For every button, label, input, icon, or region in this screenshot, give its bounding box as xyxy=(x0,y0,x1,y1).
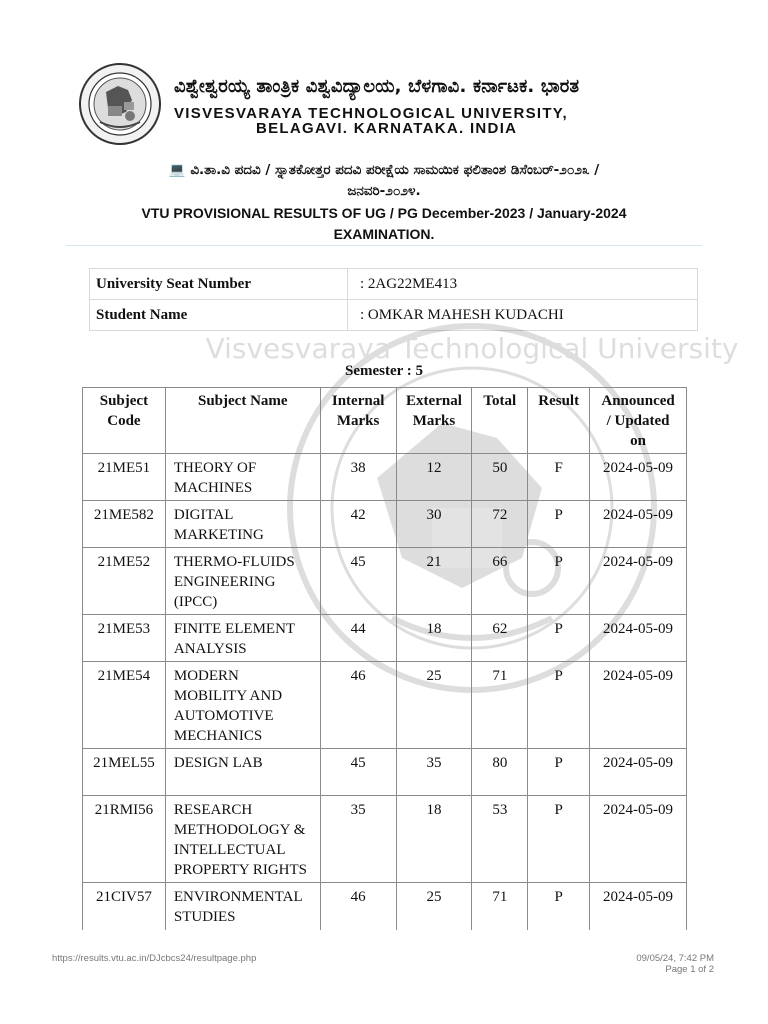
total-marks: 71 xyxy=(472,883,528,930)
external-marks: 12 xyxy=(396,454,472,501)
total-marks: 50 xyxy=(472,454,528,501)
external-marks: 18 xyxy=(396,615,472,662)
divider xyxy=(66,245,702,246)
table-row xyxy=(83,615,687,662)
announced-date: 2024-05-09 xyxy=(590,796,687,883)
university-title-kannada: ವಿಶ್ವೇಶ್ವರಯ್ಯ ತಾಂತ್ರಿಕ ವಿಶ್ವವಿದ್ಯಾಲಯ, ಬೆಳಗಾವಿ. ಕರ್ನಾಟಕ. ಭಾರತ xyxy=(174,76,580,97)
external-marks: 35 xyxy=(396,749,472,796)
external-marks: 18 xyxy=(396,796,472,883)
header-internal-marks-line-1: Internal xyxy=(331,393,385,409)
results-table xyxy=(82,387,687,930)
subject-code: 21ME582 xyxy=(83,501,166,548)
internal-marks: 45 xyxy=(320,548,396,615)
subject-name: RESEARCH METHODOLOGY & INTELLECTUAL PROPERTY RIGHTS xyxy=(165,796,320,883)
results-header-row xyxy=(83,388,687,454)
internal-marks: 35 xyxy=(320,796,396,883)
header-subject-code-line-2: Code xyxy=(107,413,141,429)
subject-name: FINITE ELEMENT ANALYSIS xyxy=(165,615,320,662)
university-title-line-2: BELAGAVI. KARNATAKA. INDIA xyxy=(256,120,518,137)
exam-title-english-line-1: VTU PROVISIONAL RESULTS OF UG / PG December-2023 / January-2024 xyxy=(141,205,627,221)
header-external-marks-line-2: Marks xyxy=(412,413,456,429)
header-subject-code-line-1: Subject xyxy=(99,393,149,409)
internal-marks: 46 xyxy=(320,883,396,930)
internal-marks: 42 xyxy=(320,501,396,548)
result: P xyxy=(528,548,590,615)
usn-row xyxy=(90,269,698,300)
announced-date: 2024-05-09 xyxy=(590,454,687,501)
footer-datetime: 09/05/24, 7:42 PM xyxy=(636,953,714,964)
result: P xyxy=(528,796,590,883)
exam-title-kannada-line-1: 💻 ವಿ.ತಾ.ವಿ ಪದವಿ / ಸ್ನಾತಕೋತ್ತರ ಪದವಿ ಪರೀಕ್ಷೆಯ ಸಾಮಯಿಕ ಫಲಿತಾಂಶ ಡಿಸೆಂಬರ್-೨೦೨೩ / xyxy=(168,162,600,178)
usn-value: : 2AG22ME413 xyxy=(348,269,698,300)
announced-date: 2024-05-09 xyxy=(590,662,687,749)
table-row xyxy=(83,454,687,501)
header-subject-name: Subject Name xyxy=(165,388,320,454)
subject-name: DESIGN LAB xyxy=(165,749,320,796)
subject-name: ENVIRONMENTAL STUDIES xyxy=(165,883,320,930)
footer-meta xyxy=(636,953,714,975)
announced-date: 2024-05-09 xyxy=(590,883,687,930)
table-row xyxy=(83,662,687,749)
subject-name: DIGITAL MARKETING xyxy=(165,501,320,548)
header-internal-marks xyxy=(320,388,396,454)
table-row xyxy=(83,796,687,883)
header-result: Result xyxy=(528,388,590,454)
announced-date: 2024-05-09 xyxy=(590,749,687,796)
subject-name: THEORY OF MACHINES xyxy=(165,454,320,501)
result: P xyxy=(528,662,590,749)
result: F xyxy=(528,454,590,501)
total-marks: 62 xyxy=(472,615,528,662)
subject-code: 21MEL55 xyxy=(83,749,166,796)
university-logo-icon xyxy=(78,62,162,146)
exam-title-english-line-2: EXAMINATION. xyxy=(333,226,435,242)
total-marks: 66 xyxy=(472,548,528,615)
header-external-marks-line-1: External xyxy=(406,393,462,409)
internal-marks: 46 xyxy=(320,662,396,749)
footer-page-number: Page 1 of 2 xyxy=(665,964,714,975)
header-announced-line-1: Announced xyxy=(601,393,675,409)
subject-code: 21ME54 xyxy=(83,662,166,749)
table-row xyxy=(83,501,687,548)
subject-code: 21ME53 xyxy=(83,615,166,662)
external-marks: 25 xyxy=(396,662,472,749)
header-total: Total xyxy=(472,388,528,454)
table-row xyxy=(83,883,687,930)
internal-marks: 44 xyxy=(320,615,396,662)
external-marks: 25 xyxy=(396,883,472,930)
total-marks: 72 xyxy=(472,501,528,548)
result: P xyxy=(528,883,590,930)
exam-title xyxy=(80,160,688,244)
result: P xyxy=(528,615,590,662)
header-announced-line-3: on xyxy=(630,433,646,449)
announced-date: 2024-05-09 xyxy=(590,615,687,662)
header-announced xyxy=(590,388,687,454)
usn-label: University Seat Number xyxy=(90,269,348,300)
header-internal-marks-line-2: Marks xyxy=(336,413,380,429)
announced-date: 2024-05-09 xyxy=(590,501,687,548)
subject-name: THERMO-FLUIDS ENGINEERING (IPCC) xyxy=(165,548,320,615)
student-name-value: : OMKAR MAHESH KUDACHI xyxy=(348,300,698,331)
subject-name: MODERN MOBILITY AND AUTOMOTIVE MECHANICS xyxy=(165,662,320,749)
subject-code: 21RMI56 xyxy=(83,796,166,883)
internal-marks: 45 xyxy=(320,749,396,796)
header-external-marks xyxy=(396,388,472,454)
external-marks: 30 xyxy=(396,501,472,548)
announced-date: 2024-05-09 xyxy=(590,548,687,615)
external-marks: 21 xyxy=(396,548,472,615)
table-row xyxy=(83,548,687,615)
semester-label: Semester : 5 xyxy=(344,363,424,379)
table-row xyxy=(83,749,687,796)
internal-marks: 38 xyxy=(320,454,396,501)
footer-url: https://results.vtu.ac.in/DJcbcs24/resultpage.php xyxy=(52,953,257,964)
subject-code: 21CIV57 xyxy=(83,883,166,930)
page-header xyxy=(78,62,658,152)
result: P xyxy=(528,749,590,796)
total-marks: 71 xyxy=(472,662,528,749)
total-marks: 53 xyxy=(472,796,528,883)
university-title-line-1: VISVESVARAYA TECHNOLOGICAL UNIVERSITY, xyxy=(174,105,568,122)
result: P xyxy=(528,501,590,548)
subject-code: 21ME52 xyxy=(83,548,166,615)
header-announced-line-2: / Updated xyxy=(606,413,670,429)
exam-title-kannada-line-2: ಜನವರಿ-೨೦೨೪. xyxy=(347,183,421,199)
header-subject-code xyxy=(83,388,166,454)
total-marks: 80 xyxy=(472,749,528,796)
subject-code: 21ME51 xyxy=(83,454,166,501)
student-name-label: Student Name xyxy=(90,300,348,331)
watermark-text: Visvesvaraya Technological University xyxy=(205,332,739,365)
